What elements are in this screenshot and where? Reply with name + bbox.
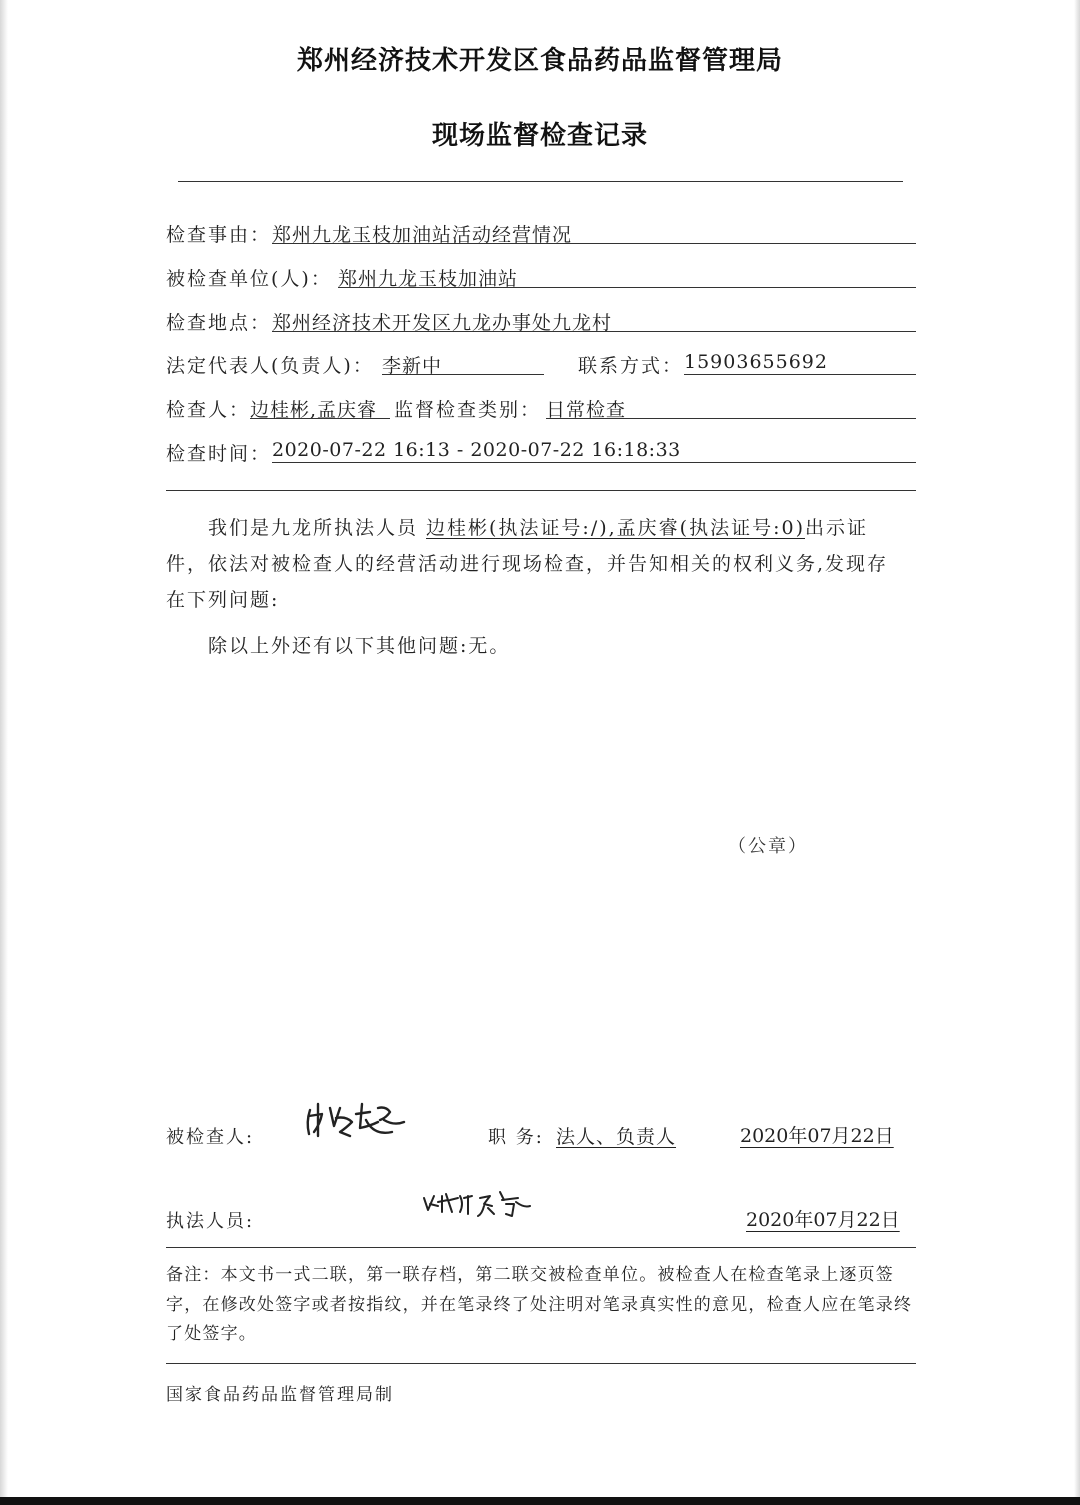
- category-label: 监督检查类别：: [394, 399, 542, 421]
- contact-underline: [684, 374, 916, 375]
- bottom-edge: [0, 1497, 1080, 1505]
- inspectee-signature: [300, 1096, 412, 1142]
- reason-label: 检查事由：: [166, 224, 272, 246]
- body-line-1: [166, 513, 918, 540]
- legal-rep-label: 法定代表人(负责人)：: [166, 355, 374, 377]
- page-shadow-right: [1074, 0, 1080, 1497]
- contact-value: 15903655692: [684, 351, 828, 373]
- position-label: 职 务:: [488, 1127, 544, 1148]
- page-shadow-left: [0, 0, 8, 1497]
- body-line-3: 在下列问题:: [166, 589, 280, 611]
- inspector-value: 边桂彬,孟庆睿: [250, 399, 378, 421]
- legal-rep-value: 李新中: [382, 355, 443, 377]
- reason-underline: [272, 243, 916, 244]
- issuer-footer: 国家食品药品监督管理局制: [166, 1385, 394, 1405]
- category-value: 日常检查: [546, 399, 627, 421]
- inspector-underline: [250, 418, 390, 419]
- agency-title: 郑州经济技术开发区食品药品监督管理局: [296, 46, 783, 76]
- official-seal-label: （公章）: [728, 836, 808, 857]
- location-label: 检查地点：: [166, 312, 272, 334]
- inspectee-sign-date: 2020年07月22日: [740, 1125, 894, 1147]
- inspector-label: 检查人：: [166, 399, 251, 421]
- location-underline: [272, 331, 916, 332]
- notes-divider-bottom: [166, 1363, 916, 1364]
- officer-sign-date: 2020年07月22日: [746, 1209, 900, 1231]
- officers-names: 边桂彬(执法证号:/),孟庆睿(执法证号:0): [426, 517, 805, 539]
- body-line-2: 件，依法对被检查人的经营活动进行现场检查，并告知相关的权利义务,发现存: [166, 553, 889, 575]
- category-underline: [546, 418, 916, 419]
- remarks-note: 备注：本文书一式二联，第一联存档，第二联交被检查单位。被检查人在检查笔录上逐页签字，在修改处签字或者按指纹，并在笔录终了处注明对笔录真实性的意见，检查人应在笔录终了处签字。: [166, 1265, 913, 1344]
- officer-label: 执法人员:: [166, 1211, 255, 1232]
- title-divider: [178, 181, 903, 182]
- officers-intro: 我们是九龙所执法人员: [208, 517, 419, 539]
- legal-rep-underline: [382, 374, 544, 375]
- notes-divider-top: [166, 1247, 916, 1248]
- unit-underline: [338, 287, 916, 288]
- officer-signature: [420, 1186, 536, 1222]
- location-value: 郑州经济技术开发区九龙办事处九龙村: [272, 312, 613, 334]
- inspectee-label: 被检查人:: [166, 1127, 255, 1148]
- time-label: 检查时间：: [166, 443, 272, 465]
- unit-label: 被检查单位(人)：: [166, 268, 332, 290]
- document-title: 现场监督检查记录: [431, 121, 648, 151]
- other-issues: 除以上外还有以下其他问题:无。: [208, 635, 511, 657]
- unit-value: 郑州九龙玉枝加油站: [338, 268, 519, 290]
- show-credentials: 出示证: [805, 517, 869, 539]
- time-value: 2020-07-22 16:13 - 2020-07-22 16:18:33: [272, 439, 681, 461]
- section-divider: [166, 490, 916, 491]
- position-value: 法人、负责人: [556, 1126, 677, 1148]
- contact-label: 联系方式：: [578, 355, 684, 377]
- time-underline: [272, 462, 916, 463]
- reason-value: 郑州九龙玉枝加油站活动经营情况: [272, 224, 573, 246]
